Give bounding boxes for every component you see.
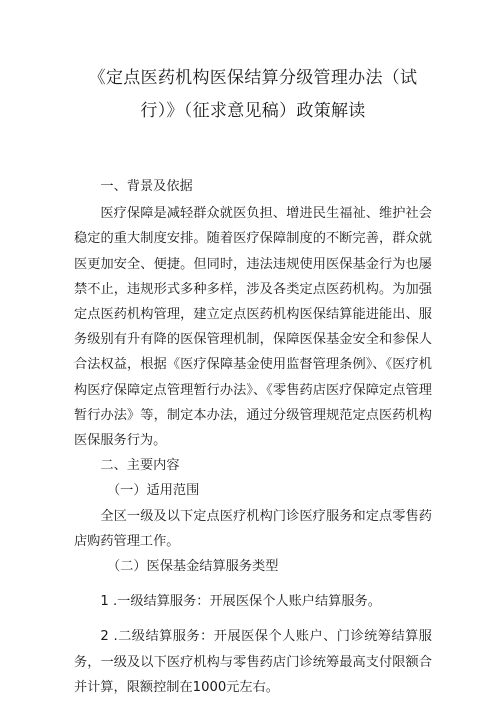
- section-heading-main-content: 二、主要内容: [100, 458, 180, 474]
- subsection-heading-settlement-types: （二）医保基金结算服务类型: [107, 559, 279, 575]
- paragraph-background: 医疗保障是减轻群众就医负担、增进民生福祉、维护社会稳定的重大制度安排。随着医疗保障制度的不断完善，群众就医更加安全、便捷。但同时，违法违规使用医保基金行为也屡禁不止，违规形式多种多样，涉及各类定点医药机构。为加强定点医药机构管理，建立定点医药机构医保结算能进能出、服务级别有升有降的医保管理机制，保障医保基金安全和参保人合法权益，根据《医疗保障基金使用监督管理条例》、《医疗机构医疗保障定点管理暂行办法》、《零售药店医疗保障定点管理暂行办法》等，制定本办法，通过分级管理规范定点医药机构医保服务行为。: [74, 206, 432, 449]
- list-item-level-1: 1 .一级结算服务：开展医保个人账户结算服务。: [100, 594, 381, 610]
- document-body: [74, 174, 432, 700]
- title-line-1: 《定点医药机构医保结算分级管理办法（试: [88, 68, 418, 88]
- section-heading-background: 一、背景及依据: [100, 179, 193, 194]
- title-line-2: 行）》（征求意见稿）政策解读: [140, 101, 366, 121]
- subsection-heading-scope: （一）适用范围: [107, 483, 200, 499]
- list-item-level-2: 2 .二级结算服务：开展医保个人账户、门诊统筹结算服务，一级及以下医疗机构与零售药店门诊统筹最高支付限额合并计算，限额控制在1000元左右。: [74, 629, 432, 695]
- document-title: [74, 62, 432, 128]
- paragraph-scope: 全区一级及以下定点医疗机构门诊医疗服务和定点零售药店购药管理工作。: [74, 508, 432, 549]
